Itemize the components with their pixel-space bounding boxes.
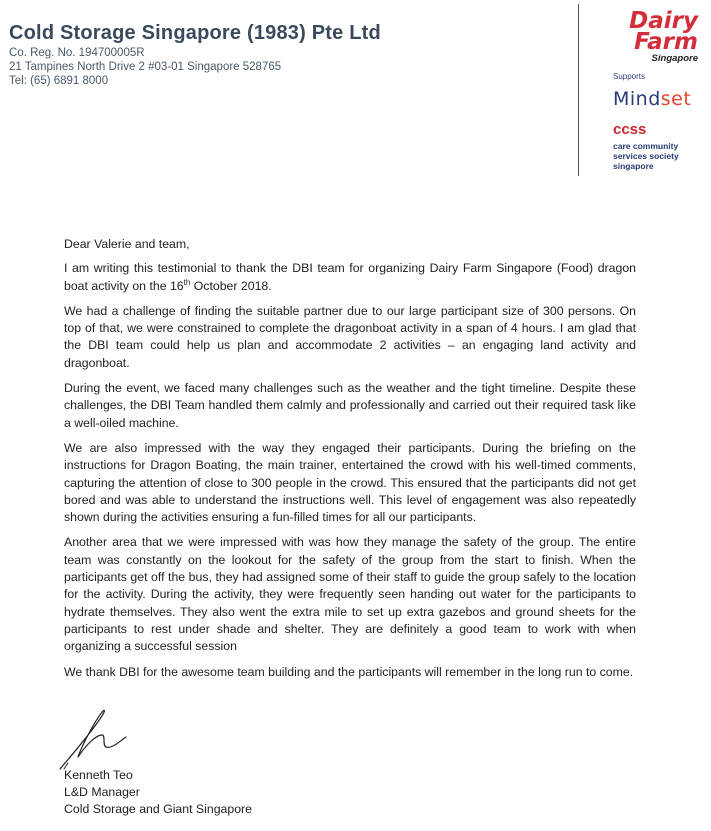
ccss-line-2: services society [613,151,679,161]
company-tel: Tel: (65) 6891 8000 [9,75,109,87]
ccss-line-3: singapore [613,161,654,171]
dairy-farm-logo [606,10,698,68]
company-address: 21 Tampines North Drive 2 #03-01 Singapore 528765 [9,61,282,73]
signatory-company: Cold Storage and Giant Singapore [64,802,252,816]
header-divider [578,4,579,176]
dairy-farm-logo-farm: Farm [634,29,698,55]
company-name: Cold Storage Singapore (1983) Pte Ltd [9,22,381,44]
paragraph-3: During the event, we faced many challenges such as the weather and the tight timeline. Despite these challenges, the DBI Team handled them calmly and professionally and carried out their required task like a well-oiled machine. [64,381,636,430]
mindset-logo [613,88,691,110]
paragraph-1-text-b: October 2018. [190,278,272,293]
dairy-farm-logo-dairy: Dairy [629,8,698,34]
handwritten-signature [56,705,136,773]
dairy-farm-logo-singapore: Singapore [651,53,698,64]
date-ordinal: th [183,277,191,287]
ccss-logo: ccss [613,121,647,138]
ccss-line-1: care community [613,141,679,151]
supports-label: Supports [613,72,646,81]
signatory-title: L&D Manager [64,785,140,799]
mindset-logo-mind: Mind [613,88,661,110]
paragraph-6: We thank DBI for the awesome team building and the participants will remember in the long run to come. [64,664,634,679]
signatory-name: Kenneth Teo [64,768,133,782]
paragraph-5: Another area that we were impressed with was how they manage the safety of the group. The entire team was constantly on the lookout for the safety of the group from the start to finish. When the participants get off the bus, they had assigned some of their staff to guide the group safely to the location for the activity. During the activity, they were frequently seen handing out water for the participants to hydrate themselves. They also went the extra mile to set up extra gazebos and ground sheets for the participants to rest under shade and shelter. They are definitely a good team to work with when organizing a successful session [64,535,636,654]
mindset-logo-set: set [660,88,692,110]
letter-body [64,236,636,689]
paragraph-1 [64,260,636,295]
paragraph-1-text-a: I am writing this testimonial to thank the DBI team for organizing Dairy Farm Singapore (Food) dragon boat activity on the 16 [64,261,636,293]
salutation: Dear Valerie and team, [64,237,190,251]
paragraph-2: We had a challenge of finding the suitable partner due to our large participant size of 300 persons. On top of that, we were constrained to complete the dragonboat activity in a span of 4 hours. I am glad that the DBI team could help us plan and accommodate 2 activities – an engaging land activity and dragonboat. [64,303,636,370]
company-reg-no: Co. Reg. No. 194700005R [9,47,145,59]
paragraph-4: We are also impressed with the way they engaged their participants. During the briefing on the instructions for Dragon Boating, the main trainer, entertained the crowd with his well-timed comments, capturing the attention of close to 300 people in the crowd. This ensured that the participants did not get bored and was able to understand the instructions well. This level of engagement was also repeatedly shown during the activities ensuring a fun-filled times for all our participants. [64,440,636,525]
